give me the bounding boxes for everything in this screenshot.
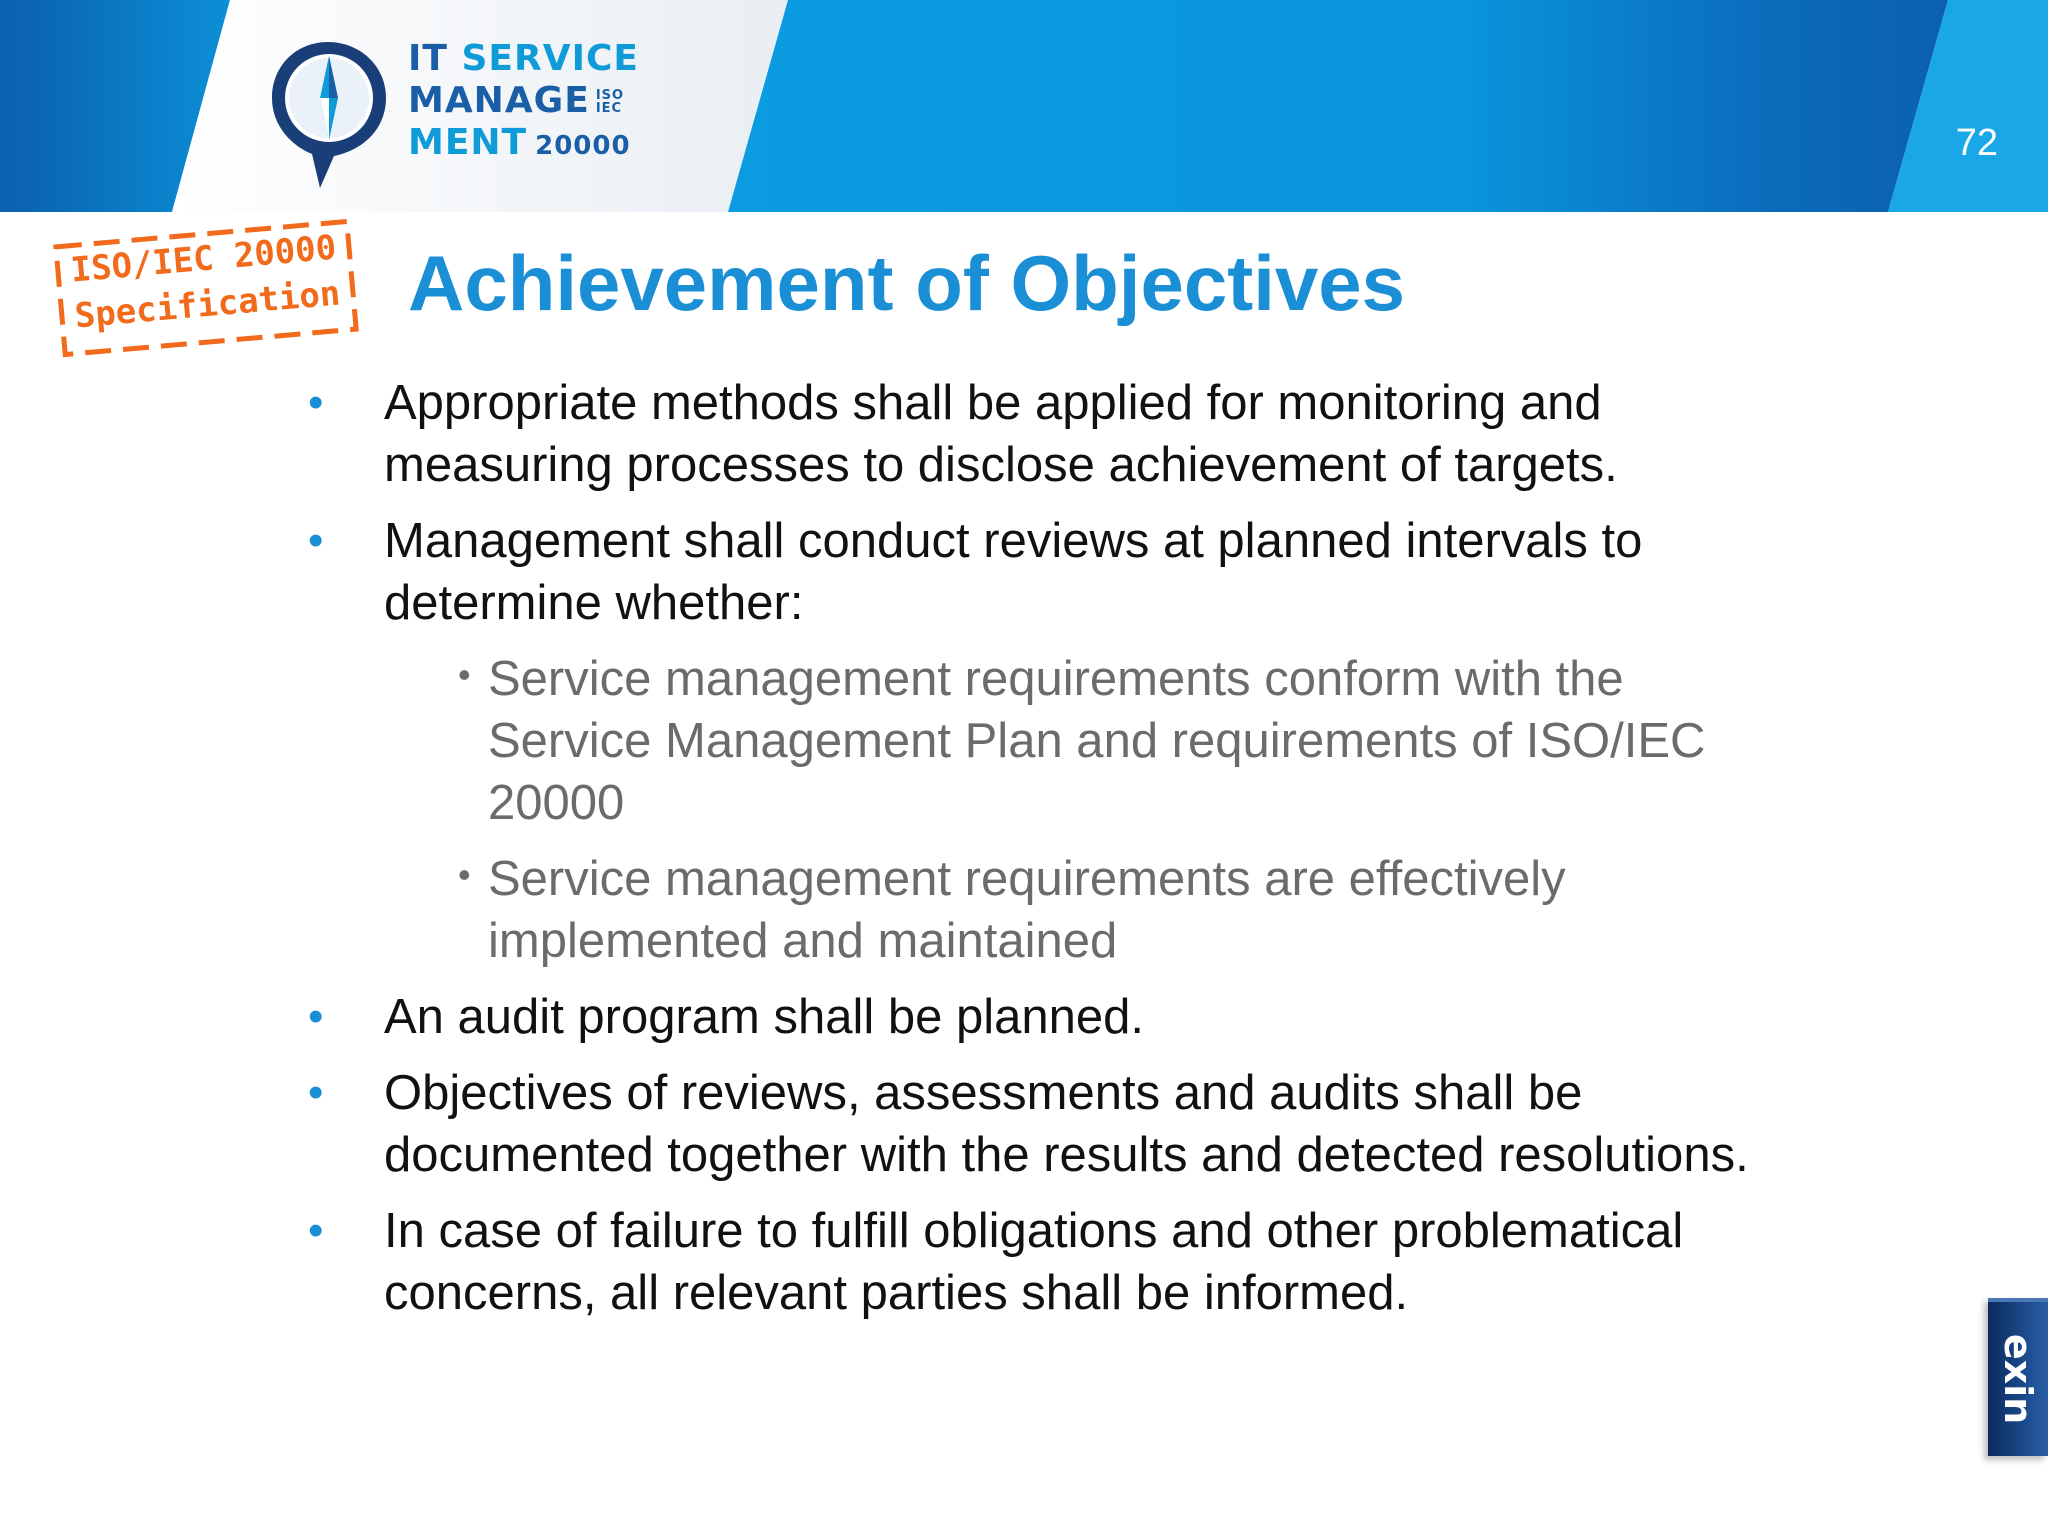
logo-word-it: IT [408, 38, 448, 79]
bullet-text: An audit program shall be planned. [384, 990, 1145, 1044]
bullet-icon: • [308, 992, 324, 1041]
bullet-icon: • [308, 516, 324, 565]
list-item [300, 986, 1780, 1048]
sub-bullet-icon: • [458, 654, 471, 695]
logo-word-manage: MANAGE [408, 80, 590, 121]
bullet-text: Management shall conduct reviews at planned intervals to determine whether: [384, 514, 1643, 630]
bullet-text: Objectives of reviews, assessments and audits shall be documented together with the results and detected resolutions. [384, 1066, 1749, 1182]
slide-title: Achievement of Objectives [408, 239, 1406, 327]
bullet-icon: • [308, 378, 324, 427]
logo-iec: IEC [595, 101, 623, 116]
bullet-icon: • [308, 1206, 324, 1255]
itsm-logo [268, 38, 638, 198]
bullet-list [300, 372, 1780, 1338]
sub-list-item [300, 848, 1780, 972]
page-number: 72 [1955, 122, 1998, 164]
sub-bullet-text: Service management requirements conform with the Service Management Plan and requirements of ISO/IEC 20000 [488, 652, 1706, 830]
sub-list-item [300, 648, 1780, 834]
bullet-text: In case of failure to fulfill obligations and other problematical concerns, all relevant parties shall be informed. [384, 1204, 1684, 1320]
stamp-line-1: ISO/IEC 20000 [69, 227, 338, 291]
list-item [300, 1062, 1780, 1186]
bullet-text: Appropriate methods shall be applied for monitoring and measuring processes to disclose achievement of targets. [384, 376, 1618, 492]
logo-iso: ISO [595, 88, 625, 103]
header-banner [0, 0, 2048, 212]
sub-bullet-text: Service management requirements are effectively implemented and maintained [488, 852, 1566, 968]
banner-main-segment [728, 0, 1948, 212]
compass-pin-icon [268, 38, 398, 198]
exin-tab [1988, 1298, 2048, 1456]
logo-word-service: SERVICE [461, 38, 640, 79]
logo-word-ment: MENT [408, 122, 528, 163]
logo-number: 20000 [535, 131, 631, 161]
list-item [300, 372, 1780, 496]
list-item [300, 1200, 1780, 1324]
specification-stamp [51, 215, 360, 361]
stamp-line-2: Specification [73, 273, 342, 337]
logo-wordmark [408, 38, 639, 167]
list-item [300, 510, 1780, 634]
exin-logo-text: exin [1996, 1333, 2040, 1425]
bullet-icon: • [308, 1068, 324, 1117]
sub-bullet-icon: • [458, 854, 471, 895]
